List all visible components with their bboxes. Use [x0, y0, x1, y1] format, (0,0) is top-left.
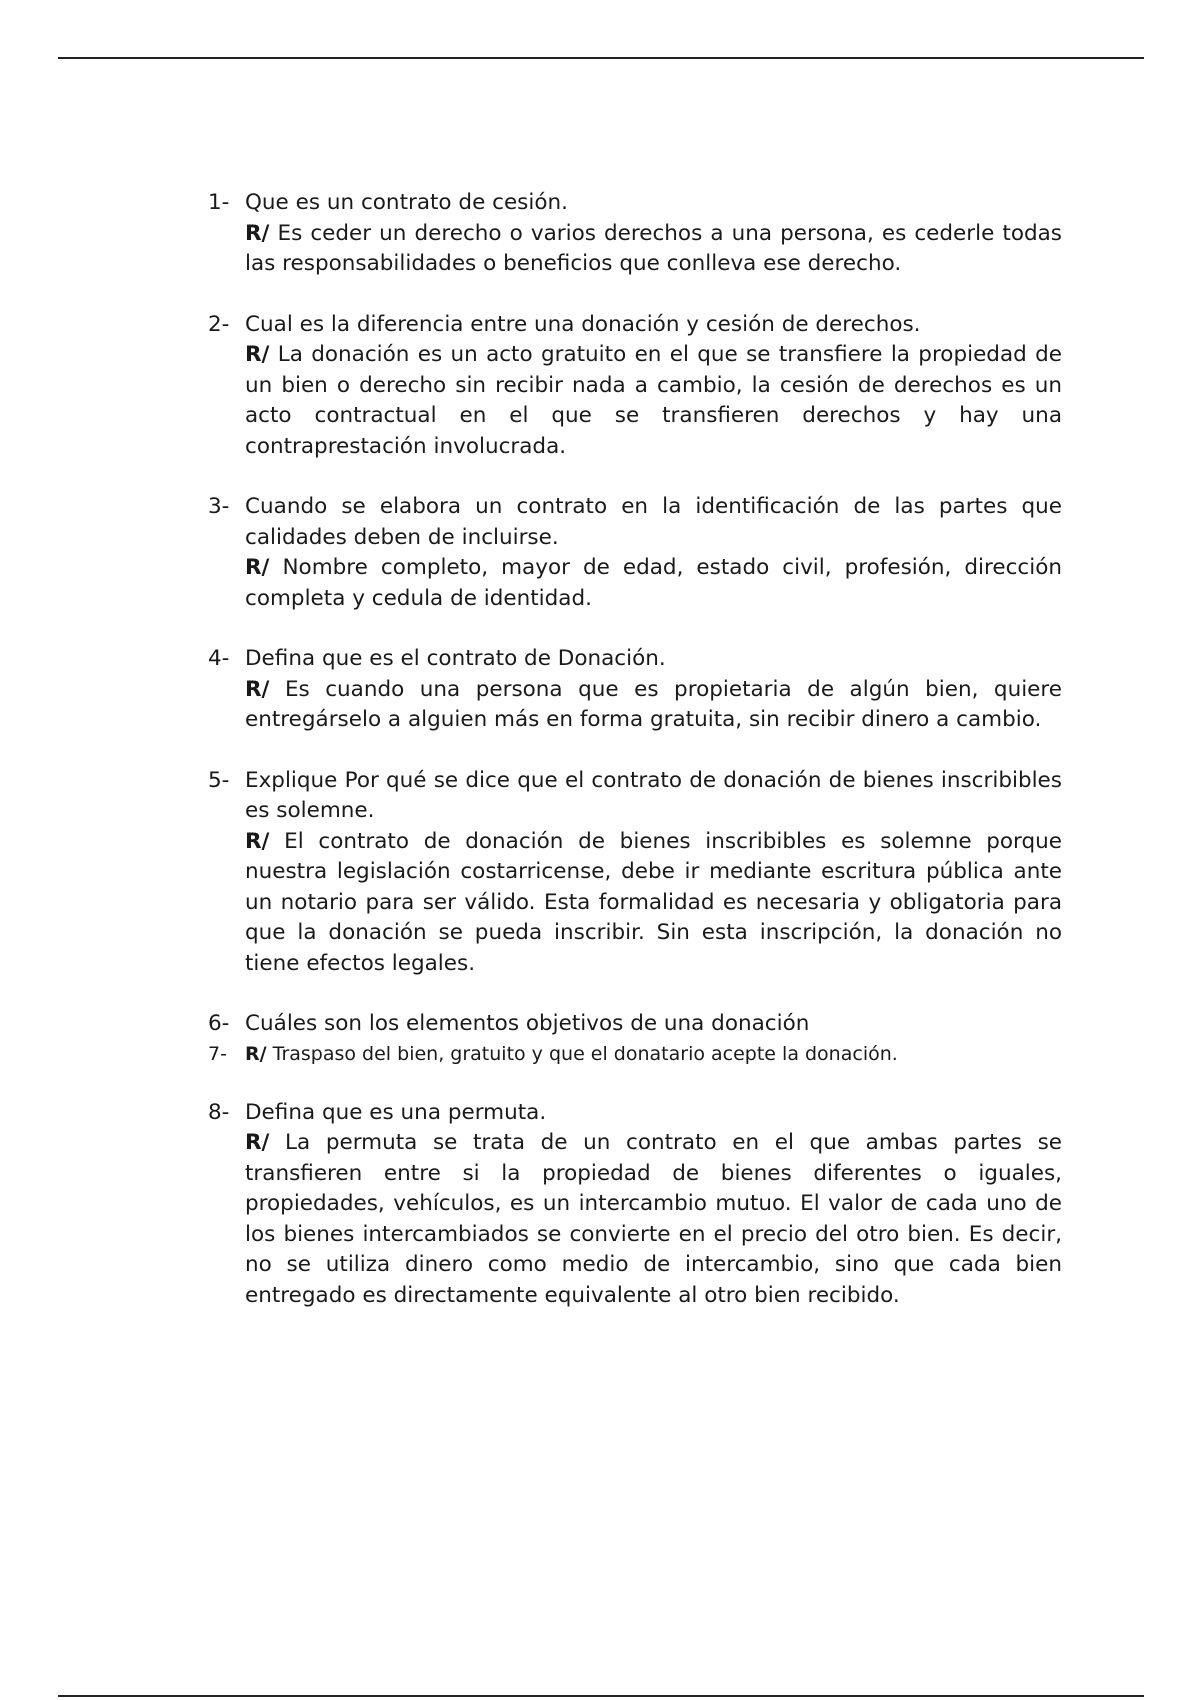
question-text: Que es un contrato de cesión. — [245, 190, 568, 215]
answer-text: Es ceder un derecho o varios derechos a una persona, es cederle todas las responsabilidades o beneficios que conlleva ese derecho. — [245, 220, 1062, 276]
answer-block — [245, 1128, 1062, 1311]
answer-label: R/ — [245, 1042, 267, 1065]
item-number: 7- — [208, 1042, 227, 1065]
answer-block — [245, 553, 1062, 614]
question-text: Cual es la diferencia entre una donación y cesión de derechos. — [245, 311, 921, 337]
list-item-4 — [208, 644, 1062, 736]
list-item-5 — [208, 766, 1062, 980]
answer-text: La donación es un acto gratuito en el que se transfiere la propiedad de un bien o derecho sin recibir nada a cambio, la cesión de derechos es un acto contractual en el que se transfieren derechos y hay una contraprestación involucrada. — [245, 342, 1062, 459]
answer-block — [245, 1040, 1062, 1068]
item-number: 5- — [208, 767, 230, 793]
footer-rule — [58, 1695, 1144, 1697]
question-text: Cuando se elabora un contrato en la identificación de las partes que calidades deben de incluirse. — [245, 494, 1062, 550]
item-number: 2- — [208, 311, 230, 337]
item-number: 6- — [208, 1011, 230, 1036]
answer-label: R/ — [245, 220, 270, 246]
list-item-3 — [208, 492, 1062, 614]
answer-text: El contrato de donación de bienes inscribibles es solemne porque nuestra legislación costarricense, debe ir mediante escritura pública ante un notario para ser válido. Esta formalidad es necesaria y obligatoria para que la donación se pueda inscribir. Sin esta inscripción, la donación no tiene efectos legales. — [245, 828, 1062, 976]
item-number: 4- — [208, 646, 230, 671]
answer-block — [245, 219, 1062, 280]
question-text: Defina que es una permuta. — [245, 1099, 547, 1125]
list-item-2 — [208, 310, 1062, 463]
answer-text: La permuta se trata de un contrato en el que ambas partes se transfieren entre si la propiedad de bienes diferentes o iguales, propiedades, vehículos, es un intercambio mutuo. El valor de cada uno de los bienes intercambiados se convierte en el precio del otro bien. Es decir, no se utiliza dinero como medio de intercambio, sino que cada bien entregado es directamente equivalente al otro bien recibido. — [245, 1130, 1062, 1308]
answer-label: R/ — [245, 676, 270, 702]
question-text: Cuáles son los elementos objetivos de una donación — [245, 1011, 810, 1036]
answer-block — [245, 675, 1062, 736]
answer-block — [245, 340, 1062, 462]
answer-text: Es cuando una persona que es propietaria de algún bien, quiere entregárselo a alguien más en forma gratuita, sin recibir dinero a cambio. — [245, 676, 1062, 732]
list-item-8 — [208, 1098, 1062, 1312]
answer-text: Nombre completo, mayor de edad, estado civil, profesión, dirección completa y cedula de identidad. — [245, 555, 1062, 611]
item-number: 3- — [208, 494, 230, 519]
list-item-6 — [208, 1009, 1062, 1040]
question-text: Explique Por qué se dice que el contrato de donación de bienes inscribibles es solemne. — [245, 767, 1062, 823]
list-item-7 — [208, 1040, 1062, 1068]
answer-text: Traspaso del bien, gratuito y que el donatario acepte la donación. — [272, 1042, 898, 1065]
answer-block — [245, 827, 1062, 980]
questionnaire — [208, 188, 1062, 1341]
answer-label: R/ — [245, 342, 270, 367]
item-number: 8- — [208, 1099, 230, 1125]
answer-label: R/ — [245, 828, 270, 854]
item-number: 1- — [208, 190, 230, 215]
header-rule — [58, 57, 1144, 59]
list-item-1 — [208, 188, 1062, 280]
question-text: Defina que es el contrato de Donación. — [245, 646, 666, 671]
answer-label: R/ — [245, 1130, 270, 1155]
answer-label: R/ — [245, 555, 270, 580]
